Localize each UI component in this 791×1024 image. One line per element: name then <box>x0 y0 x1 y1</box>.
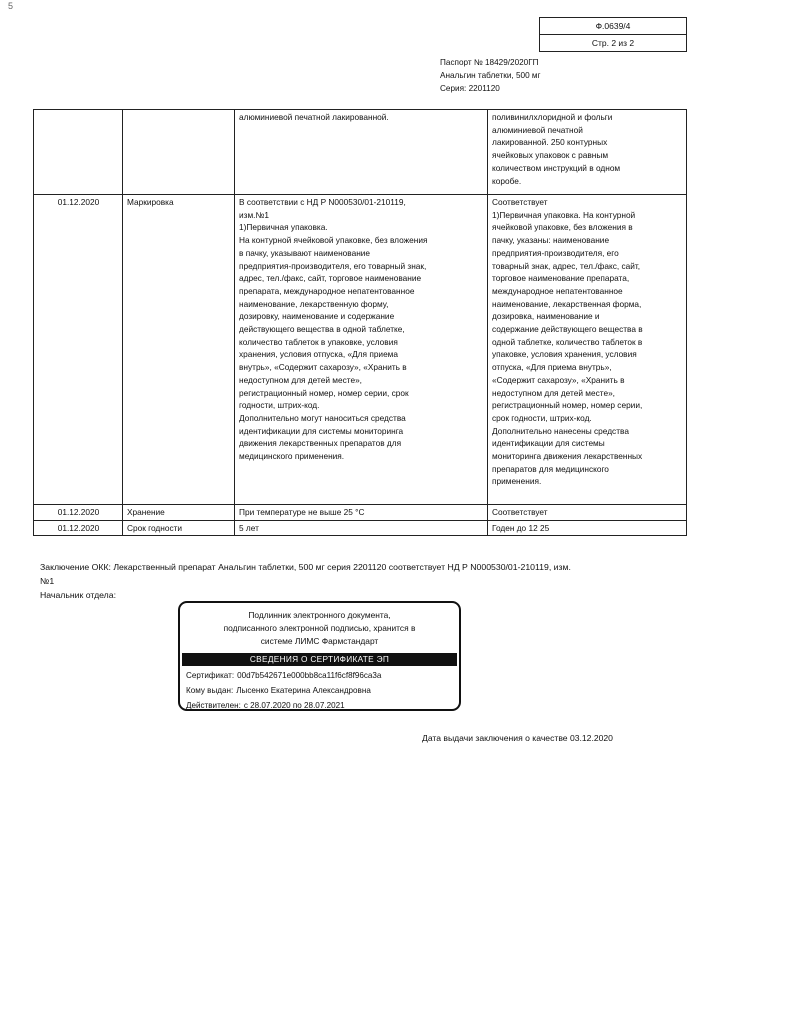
result-cell <box>488 195 687 505</box>
result-line: количеством инструкций в одном <box>492 162 621 173</box>
requirement-line: изм.№1 <box>239 209 269 220</box>
result-line: регистрационный номер, номер серии, <box>492 400 643 411</box>
requirement-line: предприятия-производителя, его товарный знак, <box>239 260 427 271</box>
table-row <box>34 195 687 505</box>
result-line: дозировка, наименование и <box>492 311 600 322</box>
result-line: Дополнительно нанесены средства <box>492 425 629 436</box>
result-line: недоступном для детей месте», <box>492 387 615 398</box>
requirement-line: идентификации для системы мониторинга <box>239 425 404 436</box>
requirement-line: в пачку, указывают наименование <box>239 247 371 258</box>
quality-table <box>33 109 687 536</box>
requirement-line: дозировку, наименование и содержание <box>239 311 395 322</box>
requirement-line: В соответствии с НД Р N000530/01-210119, <box>239 197 406 207</box>
form-number-box <box>539 17 687 52</box>
indicator-cell <box>123 110 235 195</box>
conclusion-text: Заключение ОКК: Лекарственный препарат Анальгин таблетки, 500 мг серия 2201120 соответствует НД Р N000530/01-210119, изм.№1 <box>40 562 571 586</box>
result-line: наименование, лекарственная форма, <box>492 298 642 309</box>
result-line: 1)Первичная упаковка. На контурной <box>492 209 636 220</box>
indicator-cell: Хранение <box>123 505 235 521</box>
issued-to-label: Кому выдан: <box>186 686 234 695</box>
page-number: Стр. 2 из 2 <box>540 34 686 51</box>
passport-number: Паспорт № 18429/2020ГП <box>440 58 539 67</box>
stamp-title <box>180 609 459 648</box>
result-line: ячейковой упаковке, без вложения в <box>492 222 633 233</box>
result-line: мониторинга движения лекарственных <box>492 451 643 462</box>
form-number: Ф.0639/4 <box>595 21 631 31</box>
result-line: алюминиевой печатной <box>492 124 583 135</box>
requirement-line: регистрационный номер, номер серии, срок <box>239 387 409 398</box>
stamp-title-line: Подлинник электронного документа, <box>248 610 391 620</box>
requirement-line: алюминиевой печатной лакированной. <box>239 112 389 122</box>
result-line: идентификации для системы <box>492 438 605 449</box>
result-line: международное непатентованное <box>492 285 623 296</box>
date-cell: 01.12.2020 <box>34 520 123 536</box>
requirement-line: Дополнительно могут наноситься средства <box>239 412 406 423</box>
requirement-line: хранения, условия отпуска, «Для приема <box>239 349 398 360</box>
stamp-title-line: системе ЛИМС Фармстандарт <box>260 636 379 646</box>
result-line: одной таблетке, количество таблеток в <box>492 336 643 347</box>
result-line: коробе. <box>492 175 522 186</box>
result-line: предприятия-производителя, его <box>492 247 619 258</box>
result-line: товарный знак, адрес, тел./факс, сайт, <box>492 260 641 271</box>
table-row <box>34 505 687 521</box>
result-cell <box>488 110 687 195</box>
requirement-cell <box>235 110 488 195</box>
date-cell: 01.12.2020 <box>34 195 123 505</box>
certificate-label: Сертификат: <box>186 671 235 680</box>
requirement-line: наименование, лекарственную форму, <box>239 298 389 309</box>
result-line: Соответствует <box>492 197 548 207</box>
date-cell <box>34 110 123 195</box>
result-line: «Содержит сахарозу», «Хранить в <box>492 374 625 385</box>
result-line: торговое наименование препарата, <box>492 273 630 284</box>
result-line: упаковке, условия хранения, условия <box>492 349 637 360</box>
corner-mark: 5 <box>8 1 14 11</box>
result-cell: Годен до 12 25 <box>488 520 687 536</box>
requirement-line: недоступном для детей месте», <box>239 374 362 385</box>
table-row <box>34 110 687 195</box>
requirement-cell: 5 лет <box>235 520 488 536</box>
result-line: препаратов для медицинского <box>492 463 609 474</box>
product-name: Анальгин таблетки, 500 мг <box>440 71 541 80</box>
certificate-info-bar: СВЕДЕНИЯ О СЕРТИФИКАТЕ ЭП <box>182 653 457 666</box>
issue-date: Дата выдачи заключения о качестве 03.12.2020 <box>422 733 613 743</box>
certificate-row <box>186 668 453 683</box>
department-head-label: Начальник отдела: <box>40 590 116 600</box>
indicator-cell: Срок годности <box>123 520 235 536</box>
valid-label: Действителен: <box>186 701 241 710</box>
requirement-line: движения лекарственных препаратов для <box>239 438 402 449</box>
electronic-signature-stamp <box>178 601 461 711</box>
result-line: лакированной. 250 контурных <box>492 137 608 148</box>
requirement-line: препарата, международное непатентованное <box>239 285 415 296</box>
result-cell: Соответствует <box>488 505 687 521</box>
requirement-line: 1)Первичная упаковка. <box>239 222 328 233</box>
result-line: содержание действующего вещества в <box>492 324 643 335</box>
date-cell: 01.12.2020 <box>34 505 123 521</box>
result-line: ячейковых упаковок с равным <box>492 150 609 161</box>
valid-value: с 28.07.2020 по 28.07.2021 <box>243 701 345 710</box>
requirement-line: годности, штрих-код. <box>239 400 320 411</box>
requirement-line: На контурной ячейковой упаковке, без вложения <box>239 235 428 246</box>
result-line: применения. <box>492 476 542 487</box>
certificate-value: 00d7b542671e000bb8ca11f6cf8f96ca3a <box>237 671 382 680</box>
result-line: отпуска, «Для приема внутрь», <box>492 362 612 373</box>
requirement-line: количество таблеток в упаковке, условия <box>239 336 398 347</box>
requirement-cell: При температуре не выше 25 °С <box>235 505 488 521</box>
requirement-line: медицинского применения. <box>239 451 345 462</box>
issued-to-row <box>186 683 453 698</box>
valid-row <box>186 698 453 713</box>
result-line: поливинилхлоридной и фольги <box>492 112 613 122</box>
requirement-line: действующего вещества в одной таблетке, <box>239 324 405 335</box>
requirement-line: адрес, тел./факс, сайт, торговое наименование <box>239 273 422 284</box>
indicator-cell: Маркировка <box>123 195 235 505</box>
result-line: пачку, указаны: наименование <box>492 235 610 246</box>
table-row <box>34 520 687 536</box>
issued-to-value: Лысенко Екатерина Александровна <box>236 686 371 695</box>
series-number: Серия: 2201120 <box>440 84 500 93</box>
stamp-title-line: подписанного электронной подписью, хранится в <box>223 623 416 633</box>
result-line: срок годности, штрих-код. <box>492 412 592 423</box>
requirement-line: внутрь», «Содержит сахарозу», «Хранить в <box>239 362 407 373</box>
requirement-cell <box>235 195 488 505</box>
passport-header <box>440 56 541 95</box>
